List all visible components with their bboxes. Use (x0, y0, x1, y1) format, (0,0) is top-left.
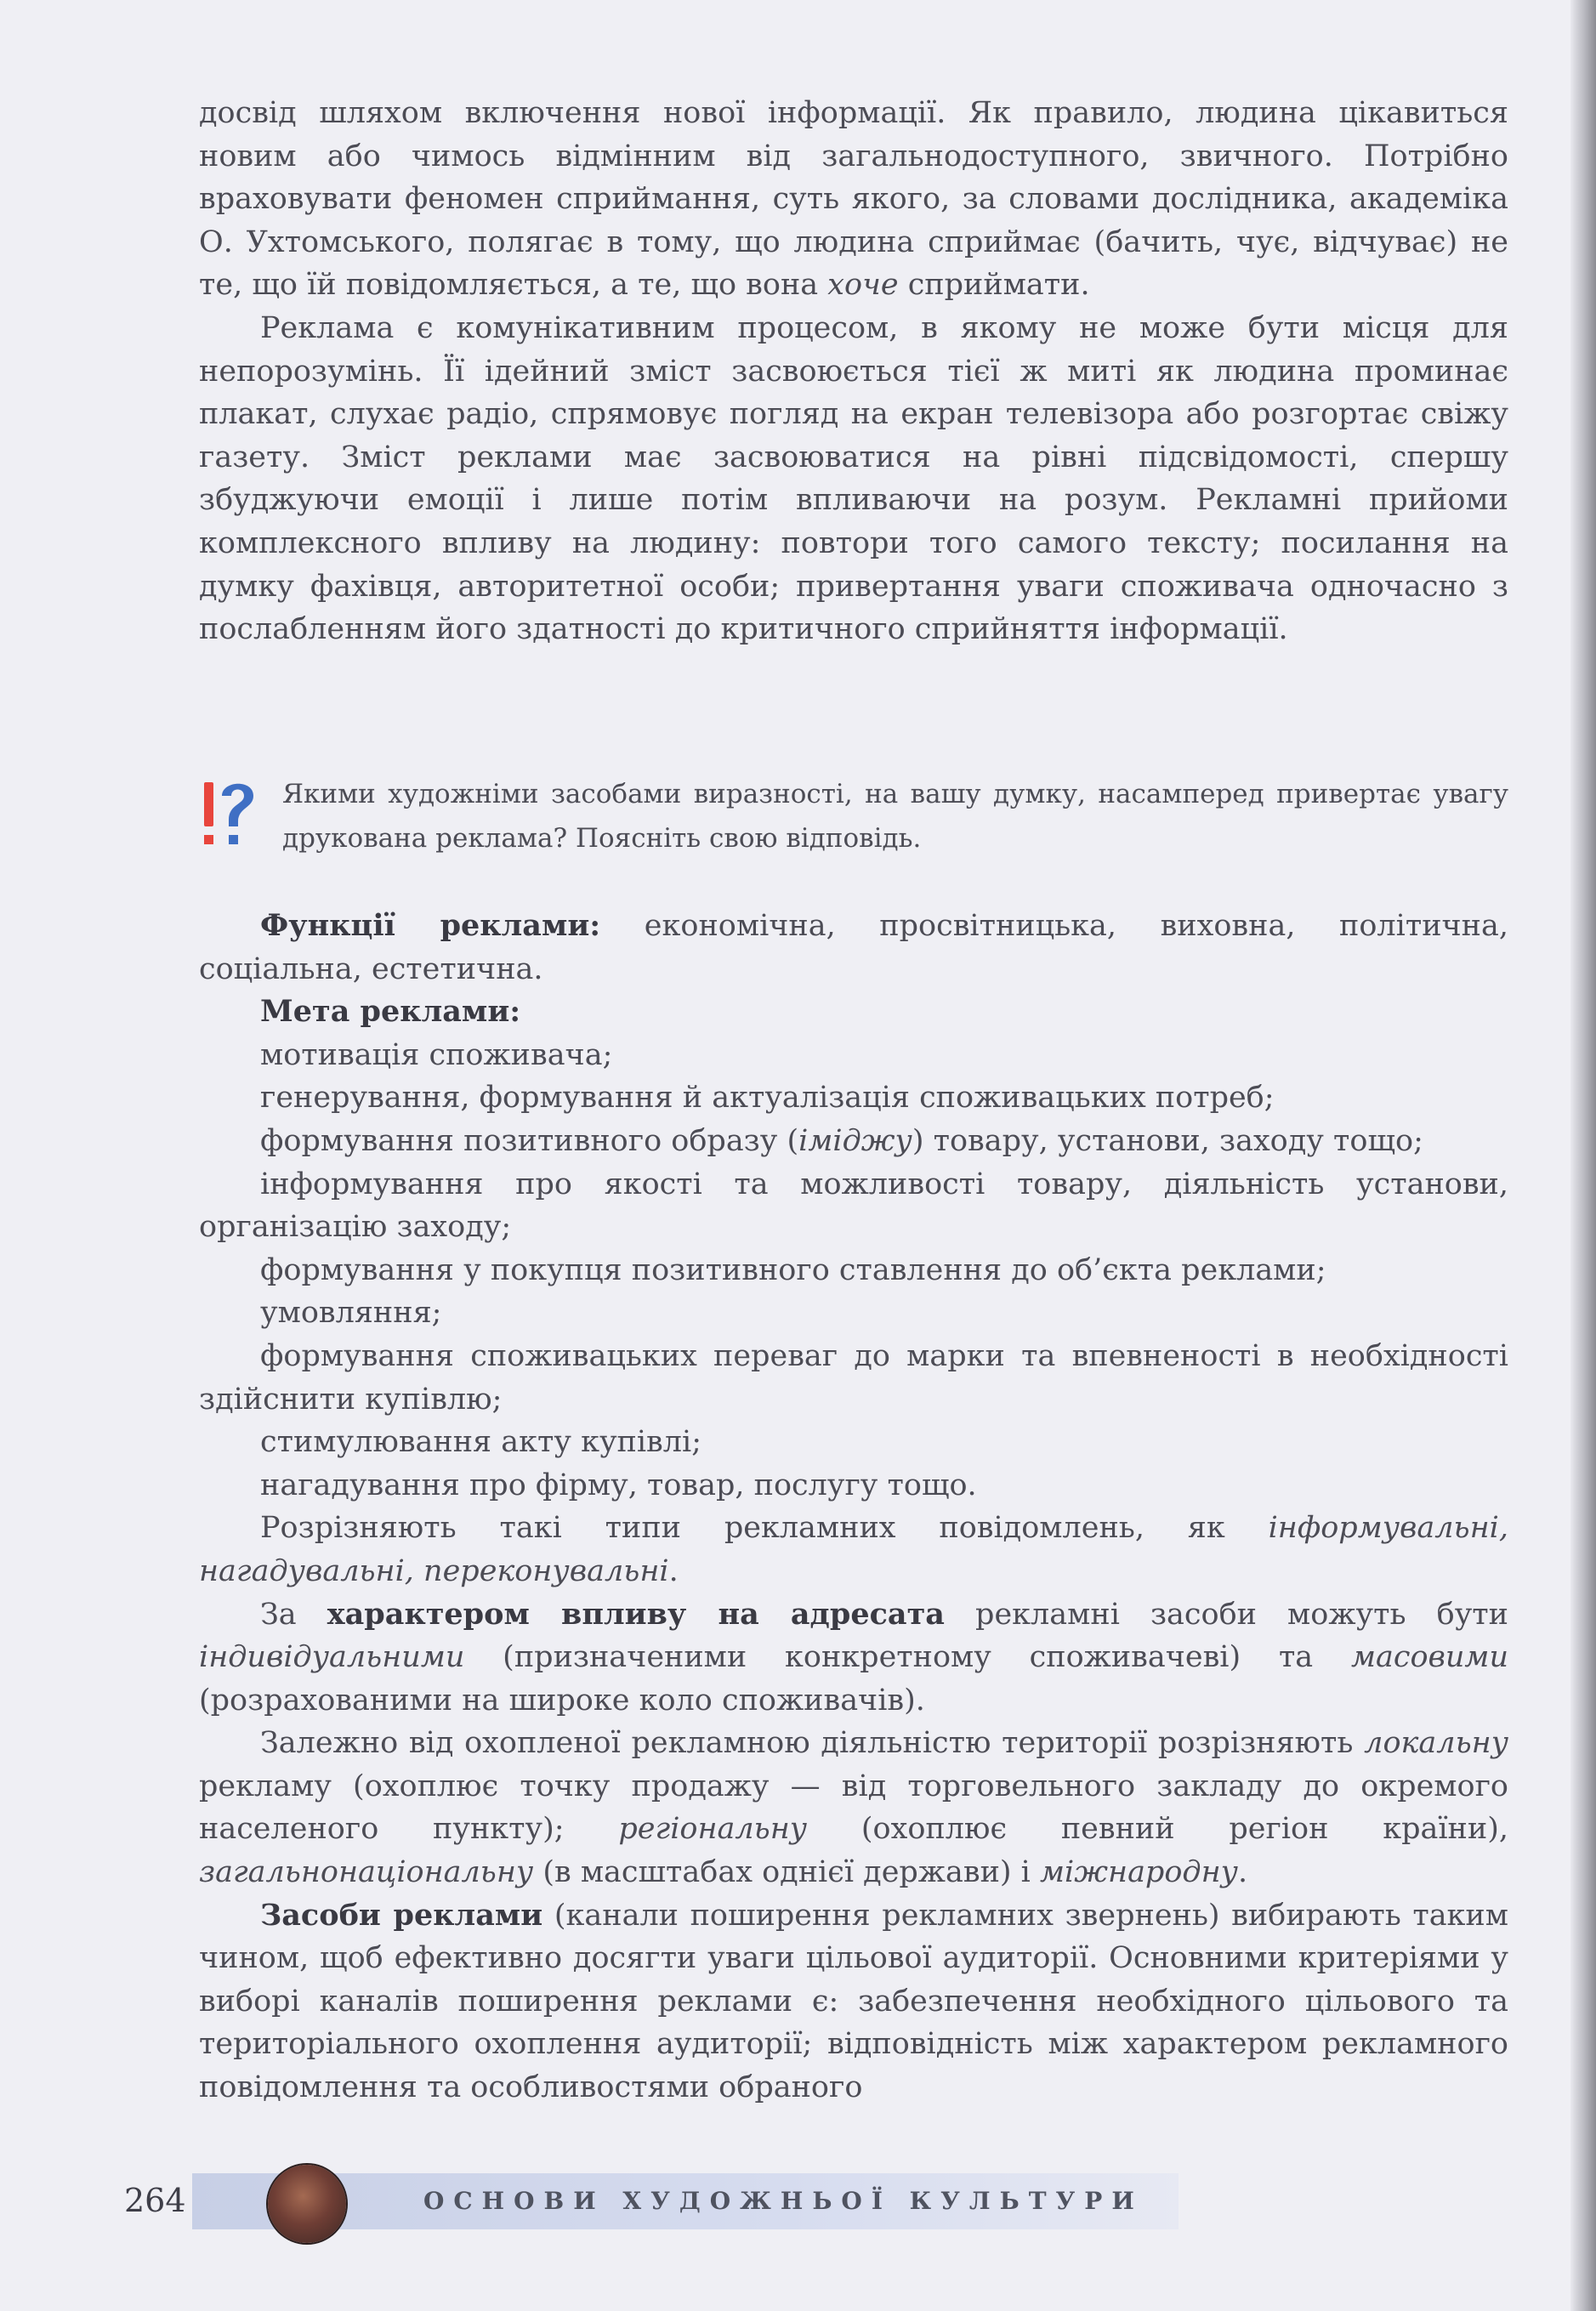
question-exclamation-icon (199, 777, 258, 854)
question-text: Якими художніми засобами виразності, на вашу думку, насамперед привертає увагу друкована реклама? Поясніть свою відповідь. (282, 779, 1508, 854)
page-edge-shadow (1570, 0, 1596, 2311)
goal-item: мотивація споживача; (260, 1037, 613, 1072)
paragraph-types (199, 1507, 1508, 1593)
text-span: (призначеними конкретному споживачеві) та (464, 1640, 1351, 1675)
text-span: рекламу (охоплює точку продажу — від торговельного закладу до окремого населеного пункту); (199, 1769, 1508, 1847)
text-span: формування позитивного образу ( (260, 1123, 799, 1158)
text-span: (розрахованими на широке коло споживачів). (199, 1683, 925, 1718)
emphasis: регіональну (618, 1812, 808, 1847)
emphasis: індивідуальними (199, 1640, 465, 1675)
running-footer-title: ОСНОВИ ХУДОЖНЬОЇ КУЛЬТУРИ (423, 2187, 1144, 2215)
means-label: Засоби реклами (260, 1897, 543, 1933)
question-block (199, 772, 1508, 866)
goal-item: стимулювання акту купівлі; (260, 1425, 701, 1460)
text-span: Розрізняють такі типи рекламних повідомлень, як (260, 1511, 1269, 1546)
text-span: Залежно від охопленої рекламною діяльністю території розрізняють (260, 1726, 1365, 1761)
text-span: досвід шляхом включення нової інформації. Як правило, людина цікавиться новим або чимось відмінним від загальнодоступного, звичного. Потрібно враховувати феномен сприймання, суть якого, за словами дослідника, академіка О. Ухтомського, полягає в тому, що людина сприймає (бачить, чує, відчуває) не те, що їй повідомляється, а те, що вона (199, 96, 1508, 303)
paragraph-territory (199, 1722, 1508, 1894)
functions-text: економічна, просвітницька, виховна, політична, соціальна, естетична. (199, 909, 1508, 986)
text-span: . (668, 1553, 679, 1588)
emphasis: масовими (1350, 1640, 1508, 1675)
means-text: (канали поширення рекламних звернень) вибирають таким чином, щоб ефективно досягти уваги цільової аудиторії. Основними критеріями у виборі каналів поширення реклами є: забезпечення необхідного цільового та територіального охоплення аудиторії; відповідність між характером рекламного повідомлення та особливостями обраного (199, 1898, 1508, 2105)
body-text-top (199, 92, 1508, 651)
goal-item: генерування, формування й актуалізація споживацьких потреб; (260, 1081, 1275, 1116)
goal-item: нагадування про фірму, товар, послугу тощо. (260, 1468, 977, 1502)
text-span: ) товару, установи, заходу тощо; (912, 1123, 1423, 1158)
paragraph-means (199, 1894, 1508, 2109)
book-emblem-icon (268, 2165, 346, 2243)
emphasis: інформувальні, нагадувальні, переконувальні (199, 1511, 1508, 1588)
functions-label: Функції реклами: (260, 908, 601, 943)
emphasis: міжнародну (1040, 1855, 1238, 1890)
goal-item: формування споживацьких переваг до марки та впевненості в необхідності здійснити купівлю; (199, 1338, 1508, 1417)
text-span: (охоплює певний регіон країни), (807, 1812, 1508, 1847)
bold-term: характером впливу на адресата (327, 1596, 945, 1632)
text-span: рекламні засоби можуть бути (944, 1597, 1508, 1632)
paragraph-functions (199, 905, 1508, 991)
emphasis: локальну (1364, 1726, 1508, 1761)
body-text-bottom (199, 905, 1508, 2109)
text-span: . (1237, 1855, 1248, 1890)
emphasis: хоче (827, 268, 899, 303)
goal-item: формування у покупця позитивного ставлення до об’єкта реклами; (260, 1252, 1326, 1287)
emphasis: загальнонаціональну (199, 1855, 534, 1890)
goal-label: Мета реклами: (260, 994, 521, 1030)
paragraph-communication: Реклама є комунікативним процесом, в якому не може бути місця для непорозумінь. Її ідейний зміст засвоюється тієї ж миті як людина проминає плакат, слухає радіо, спрямовує погляд на екран телевізора або розгортає свіжу газету. Зміст реклами має засвоюватися на рівні підсвідомості, спершу збуджуючи емоції і лише потім впливаючи на розум. Рекламні прийоми комплексного впливу на людину: повтори того самого тексту; посилання на думку фахівця, авторитетної особи; привертання уваги споживача одночасно з послабленням його здатності до критичного сприйняття інформації. (199, 310, 1508, 647)
emphasis: іміджу (798, 1123, 912, 1158)
page-number: 264 (124, 2182, 186, 2219)
paragraph-impact (199, 1593, 1508, 1723)
paragraph-perception (199, 92, 1508, 307)
text-span: За (260, 1597, 327, 1632)
goal-heading (199, 991, 1508, 1034)
goal-item (199, 1120, 1508, 1163)
goal-item: умовляння; (260, 1296, 442, 1331)
text-span: (в масштабах однієї держави) і (533, 1855, 1041, 1890)
text-span: сприймати. (898, 268, 1090, 303)
goal-item: інформування про якості та можливості товару, діяльність установи, організацію заходу; (199, 1167, 1508, 1245)
